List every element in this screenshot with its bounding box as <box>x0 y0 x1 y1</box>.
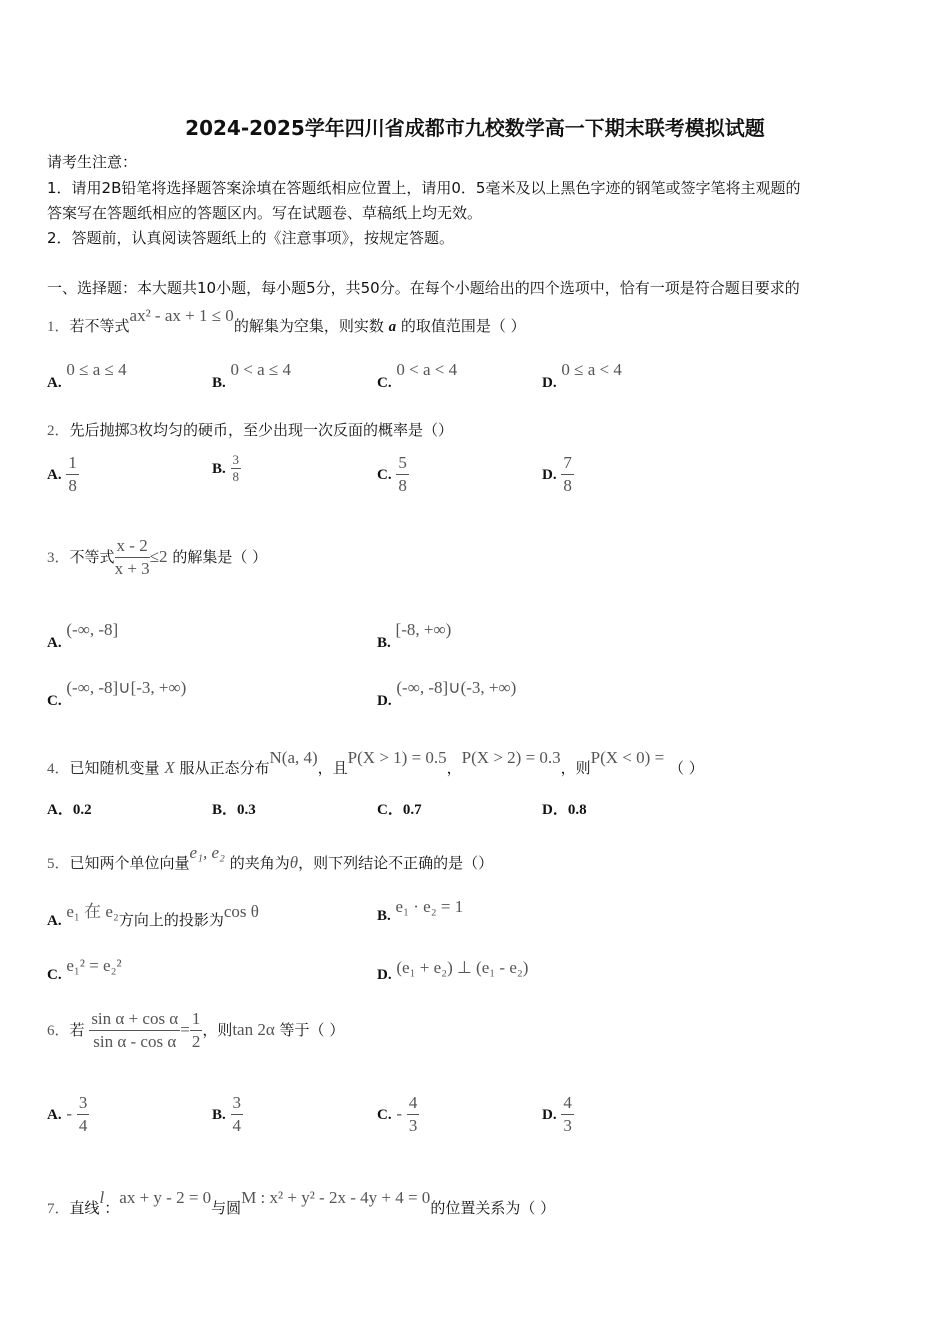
option-math: (-∞, -8]∪[-3, +∞) <box>66 678 187 697</box>
q-fraction <box>115 535 150 580</box>
option-fraction <box>231 452 242 485</box>
option-math: [-8, +∞) <box>395 620 452 639</box>
q5-option-a[interactable] <box>47 897 259 929</box>
option-fraction <box>561 452 574 497</box>
q5-option-d[interactable] <box>377 958 529 983</box>
q-text: 已知随机变量 <box>69 759 160 777</box>
option-label: A． <box>47 802 73 818</box>
q-text: ， <box>446 759 462 777</box>
q-text: 的解集是（ ） <box>172 548 268 566</box>
question-2 <box>47 419 453 440</box>
q-text: 直线 <box>69 1199 100 1217</box>
denominator: x + 3 <box>114 559 150 578</box>
denominator: 2 <box>191 1032 201 1051</box>
q1-option-a[interactable] <box>47 360 127 391</box>
numerator: sin α + cos α <box>89 1008 180 1031</box>
numerator: 3 <box>232 452 240 467</box>
option-fraction <box>231 1092 244 1137</box>
option-fraction <box>561 1092 574 1137</box>
option-fraction <box>396 452 409 497</box>
q-text: ，则 <box>202 1021 233 1039</box>
q-math: e₁, e₂ <box>189 843 225 862</box>
notice-heading: 请考生注意： <box>47 153 138 171</box>
q-text: ，则下列结论不正确的是（） <box>298 854 494 872</box>
option-text: 方向上的投影为 <box>118 911 224 929</box>
option-math: cos θ <box>223 902 259 921</box>
q4-option-c[interactable] <box>377 798 422 819</box>
q-number: 4． <box>47 761 70 777</box>
q1-option-b[interactable] <box>212 360 292 391</box>
q-number: 3． <box>47 550 70 566</box>
q5-option-c[interactable] <box>47 956 122 983</box>
denominator: 3 <box>408 1116 418 1135</box>
q3-option-a[interactable] <box>47 620 119 651</box>
q-text: ，则 <box>560 759 591 777</box>
denominator: 8 <box>563 476 572 495</box>
option-sign: - <box>396 1104 403 1123</box>
option-label: B. <box>377 908 391 924</box>
option-math: (e₁ + e₂) ⊥ (e₁ - e₂) <box>396 958 529 977</box>
option-text: 0.7 <box>402 802 422 818</box>
q4-option-d[interactable] <box>542 798 587 819</box>
question-4 <box>47 748 704 778</box>
notice-line-2: 2．答题前，认真阅读答题纸上的《注意事项》，按规定答题。 <box>47 229 455 247</box>
denominator: 8 <box>398 476 407 495</box>
q1-option-c[interactable] <box>377 360 458 391</box>
option-label: A. <box>47 913 62 929</box>
q-text: ，且 <box>317 759 348 777</box>
q6-option-a[interactable] <box>47 1092 89 1137</box>
option-label: A. <box>47 635 62 651</box>
option-sign: - <box>66 1104 73 1123</box>
option-label: D. <box>542 375 557 391</box>
option-label: C. <box>377 375 392 391</box>
q-math: P(X < 0) = <box>590 748 665 767</box>
q-text: 的解集为空集，则实数 <box>233 317 384 335</box>
question-5 <box>47 843 493 873</box>
option-text: 0.3 <box>237 802 256 818</box>
numerator: 5 <box>396 452 409 475</box>
question-1 <box>47 306 526 336</box>
q-fraction <box>190 1008 203 1053</box>
q-text: 服从正态分布 <box>179 759 270 777</box>
q-math: l <box>99 1188 105 1207</box>
q-math: P(X > 1) = 0.5 <box>347 748 447 767</box>
denominator: 4 <box>78 1116 88 1135</box>
q-math: ≤2 <box>149 547 168 566</box>
option-label: B． <box>212 802 238 818</box>
q-text: 已知两个单位向量 <box>69 854 190 872</box>
q-text: 先后抛掷 <box>69 421 130 439</box>
numerator: 4 <box>561 1092 574 1115</box>
question-7 <box>47 1188 555 1218</box>
q-text: 不等式 <box>69 548 115 566</box>
q-text: 的位置关系为（ ） <box>430 1199 556 1217</box>
q6-option-d[interactable] <box>542 1092 574 1137</box>
q-text: 枚均匀的硬币，至少出现一次反面的概率是（） <box>138 421 454 439</box>
option-math: 0 < a ≤ 4 <box>230 360 292 379</box>
option-label: C. <box>47 693 62 709</box>
q-text: 等于（ ） <box>279 1021 345 1039</box>
q-math: 3 <box>129 420 139 439</box>
denominator: 8 <box>68 476 77 495</box>
q-math: = <box>180 1020 190 1039</box>
option-fraction <box>407 1092 420 1137</box>
option-label: B. <box>212 1107 226 1123</box>
q-text: 若不等式 <box>69 317 130 335</box>
denominator: 8 <box>232 469 240 484</box>
q-text: 的取值范围是（ ） <box>400 317 526 335</box>
option-label: D. <box>377 967 392 983</box>
q-number: 6． <box>47 1023 70 1039</box>
numerator: 3 <box>77 1092 90 1115</box>
q2-option-a[interactable] <box>47 452 79 497</box>
option-fraction <box>66 452 79 497</box>
numerator: 1 <box>66 452 79 475</box>
option-math: e₁ · e₂ = 1 <box>395 897 464 916</box>
denominator: sin α - cos α <box>93 1032 177 1051</box>
q3-option-c[interactable] <box>47 678 187 709</box>
option-label: B. <box>212 461 226 477</box>
option-math: e₁² = e₂² <box>66 956 122 975</box>
q6-option-c[interactable] <box>377 1092 419 1137</box>
option-label: B. <box>377 635 391 651</box>
option-label: C. <box>47 967 62 983</box>
denominator: 4 <box>232 1116 242 1135</box>
q1-option-d[interactable] <box>542 360 622 391</box>
option-math: e₁ 在 e₂ <box>66 902 119 921</box>
option-label: B. <box>212 375 226 391</box>
option-math: 0 ≤ a < 4 <box>561 360 622 379</box>
q2-option-d[interactable] <box>542 452 574 497</box>
option-label: A. <box>47 375 62 391</box>
q-math: N(a, 4) <box>269 748 318 767</box>
q-number: 5． <box>47 856 70 872</box>
numerator: 7 <box>561 452 574 475</box>
q-number: 1． <box>47 319 70 335</box>
numerator: 3 <box>231 1092 244 1115</box>
q-math: θ <box>289 853 299 872</box>
option-label: A. <box>47 1107 62 1123</box>
q-math: ax + y - 2 = 0 <box>119 1188 212 1207</box>
option-fraction <box>77 1092 90 1137</box>
q3-option-d[interactable] <box>377 678 517 709</box>
option-math: (-∞, -8]∪(-3, +∞) <box>396 678 517 697</box>
option-label: D. <box>542 467 557 483</box>
option-label: C． <box>377 802 403 818</box>
q4-option-a[interactable] <box>47 798 92 819</box>
q-text: ： <box>104 1199 120 1217</box>
q6-option-b[interactable] <box>212 1092 243 1137</box>
option-label: A. <box>47 467 62 483</box>
q-text: （ ） <box>668 759 704 777</box>
q-var: a <box>388 319 397 335</box>
section-heading: 一、选择题：本大题共10小题，每小题5分，共50分。在每个小题给出的四个选项中，恰有一项是符合题目要求的 <box>47 279 800 297</box>
option-text: 0.8 <box>567 802 587 818</box>
option-label: C. <box>377 1107 392 1123</box>
option-math: (-∞, -8] <box>66 620 119 639</box>
question-3 <box>47 535 267 580</box>
option-label: D. <box>377 693 392 709</box>
q-math: tan 2α <box>232 1020 275 1039</box>
q-math: X <box>164 758 175 777</box>
page-title: 2024-2025学年四川省成都市九校数学高一下期末联考模拟试题 <box>185 116 765 140</box>
q-math: ax² - ax + 1 ≤ 0 <box>129 306 234 325</box>
option-label: C. <box>377 467 392 483</box>
q-fraction <box>89 1008 180 1053</box>
q-number: 2． <box>47 423 70 439</box>
q4-option-b[interactable] <box>212 798 256 819</box>
q-text: 若 <box>69 1021 85 1039</box>
q5-option-b[interactable] <box>377 897 464 924</box>
notice-line-1: 1．请用2B铅笔将选择题答案涂填在答题纸相应位置上，请用0．5毫米及以上黑色字迹的钢笔或签字笔将主观题的 <box>47 179 801 197</box>
q-math: M : x² + y² - 2x - 4y + 4 = 0 <box>241 1188 431 1207</box>
numerator: x - 2 <box>115 535 150 558</box>
notice-line-1b: 答案写在答题纸相应的答题区内。写在试题卷、草稿纸上均无效。 <box>47 204 483 222</box>
numerator: 1 <box>190 1008 203 1031</box>
q-text: 与圆 <box>211 1199 242 1217</box>
denominator: 3 <box>563 1116 572 1135</box>
option-label: D． <box>542 802 568 818</box>
question-6 <box>47 1008 344 1053</box>
option-label: D. <box>542 1107 557 1123</box>
q-text: 的夹角为 <box>229 854 290 872</box>
q2-option-b[interactable] <box>212 452 241 485</box>
q-math: P(X > 2) = 0.3 <box>461 748 561 767</box>
q2-option-c[interactable] <box>377 452 409 497</box>
q3-option-b[interactable] <box>377 620 452 651</box>
option-math: 0 < a < 4 <box>396 360 458 379</box>
numerator: 4 <box>407 1092 420 1115</box>
q-number: 7． <box>47 1201 70 1217</box>
option-math: 0 ≤ a ≤ 4 <box>66 360 127 379</box>
option-text: 0.2 <box>72 802 92 818</box>
